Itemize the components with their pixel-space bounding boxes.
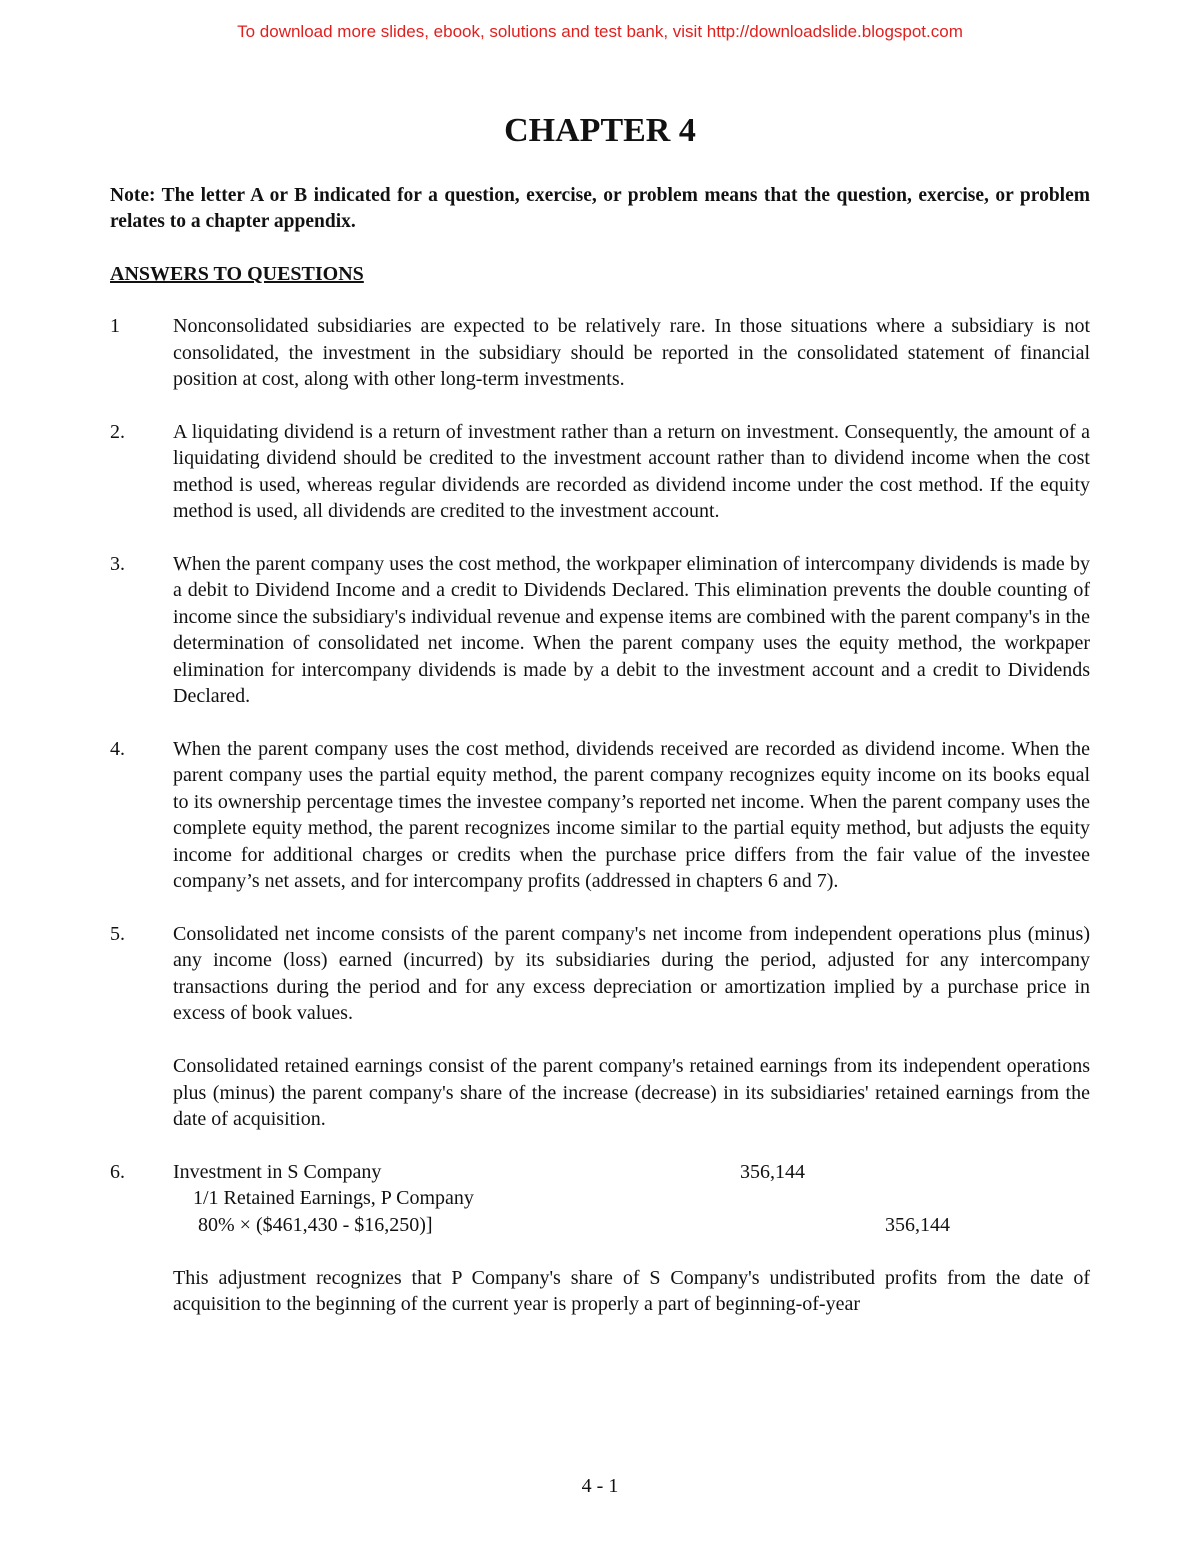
answer-item-1 [110, 313, 1090, 393]
answer-item-2 [110, 419, 1090, 525]
section-heading: ANSWERS TO QUESTIONS [110, 263, 364, 285]
entry-account: Investment in S Company [173, 1160, 382, 1183]
answer-text: This adjustment recognizes that P Company's share of S Company's undistributed profits from the date of acquisition to the beginning of the current year is properly a part of beginning-of-year [173, 1266, 1090, 1315]
answer-text: Consolidated net income consists of the parent company's net income from independent operations plus (minus) any income (loss) earned (incurred) by its subsidiaries during the period, adjusted for any intercompany transactions during the period and for any excess depreciation or amortization implied by a purchase price in excess of book values. [173, 922, 1090, 1024]
chapter-title: CHAPTER 4 [504, 112, 696, 149]
entry-account: 80% × ($461,430 - $16,250)] [173, 1213, 433, 1236]
answer-text: When the parent company uses the cost method, the workpaper elimination of intercompany dividends is made by a debit to Dividend Income and a credit to Dividends Declared. This elimination prevents the double counting of income since the subsidiary's individual revenue and expense items are combined with the parent company's in the determination of consolidated net income. When the parent company uses the equity method, the workpaper elimination for intercompany dividends is made by a debit to the investment account and a credit to Dividends Declared. [173, 552, 1090, 707]
answers-list [110, 313, 1090, 1344]
answer-text: Nonconsolidated subsidiaries are expected to be relatively rare. In those situations where a subsidiary is not consolidated, the investment in the subsidiary should be reported in the consolidated statement of financial position at cost, along with other long-term investments. [173, 315, 1090, 390]
answer-number: 6. [110, 1160, 125, 1183]
answer-item-5 [110, 921, 1090, 1133]
answer-item-3 [110, 551, 1090, 710]
page-number: 4 - 1 [581, 1475, 619, 1497]
answer-number: 2. [110, 420, 125, 443]
answer-number: 5. [110, 922, 125, 945]
journal-entry-row [173, 1185, 1090, 1212]
answer-number: 3. [110, 552, 125, 575]
answer-number: 1 [110, 315, 120, 337]
appendix-note: Note: The letter A or B indicated for a question, exercise, or problem means that the question, exercise, or problem relates to a chapter appendix. [110, 185, 1090, 232]
journal-entry-row [173, 1159, 1090, 1186]
answer-text: When the parent company uses the cost method, dividends received are recorded as dividend income. When the parent company uses the partial equity method, the parent company recognizes equity income on its books equal to its ownership percentage times the investee company’s reported net income. When the parent company uses the complete equity method, the parent recognizes income similar to the partial equity method, but adjusts the equity income for additional charges or credits when the purchase price differs from the fair value of the investee company’s net assets, and for intercompany profits (addressed in chapters 6 and 7). [173, 737, 1090, 892]
download-banner: To download more slides, ebook, solutions and test bank, visit http://downloadslide.blogspot.com [237, 22, 963, 41]
entry-debit: 356,144 [740, 1160, 805, 1183]
answer-item-6 [110, 1159, 1090, 1318]
answer-number: 4. [110, 737, 125, 760]
entry-credit: 356,144 [885, 1213, 950, 1236]
journal-entry [173, 1159, 1090, 1239]
journal-entry-row [173, 1212, 1090, 1239]
entry-account: 1/1 Retained Earnings, P Company [173, 1187, 474, 1209]
answer-item-4 [110, 736, 1090, 895]
answer-text: A liquidating dividend is a return of investment rather than a return on investment. Consequently, the amount of a liquidating dividend should be credited to the investment account rather than to dividend income when the cost method is used, whereas regular dividends are recorded as dividend income under the cost method. If the equity method is used, all dividends are credited to the investment account. [173, 420, 1090, 522]
answer-text-continued: Consolidated retained earnings consist of the parent company's retained earnings from its independent operations plus (minus) the parent company's share of the increase (decrease) in its subsidiaries' retained earnings from the date of acquisition. [173, 1055, 1090, 1130]
